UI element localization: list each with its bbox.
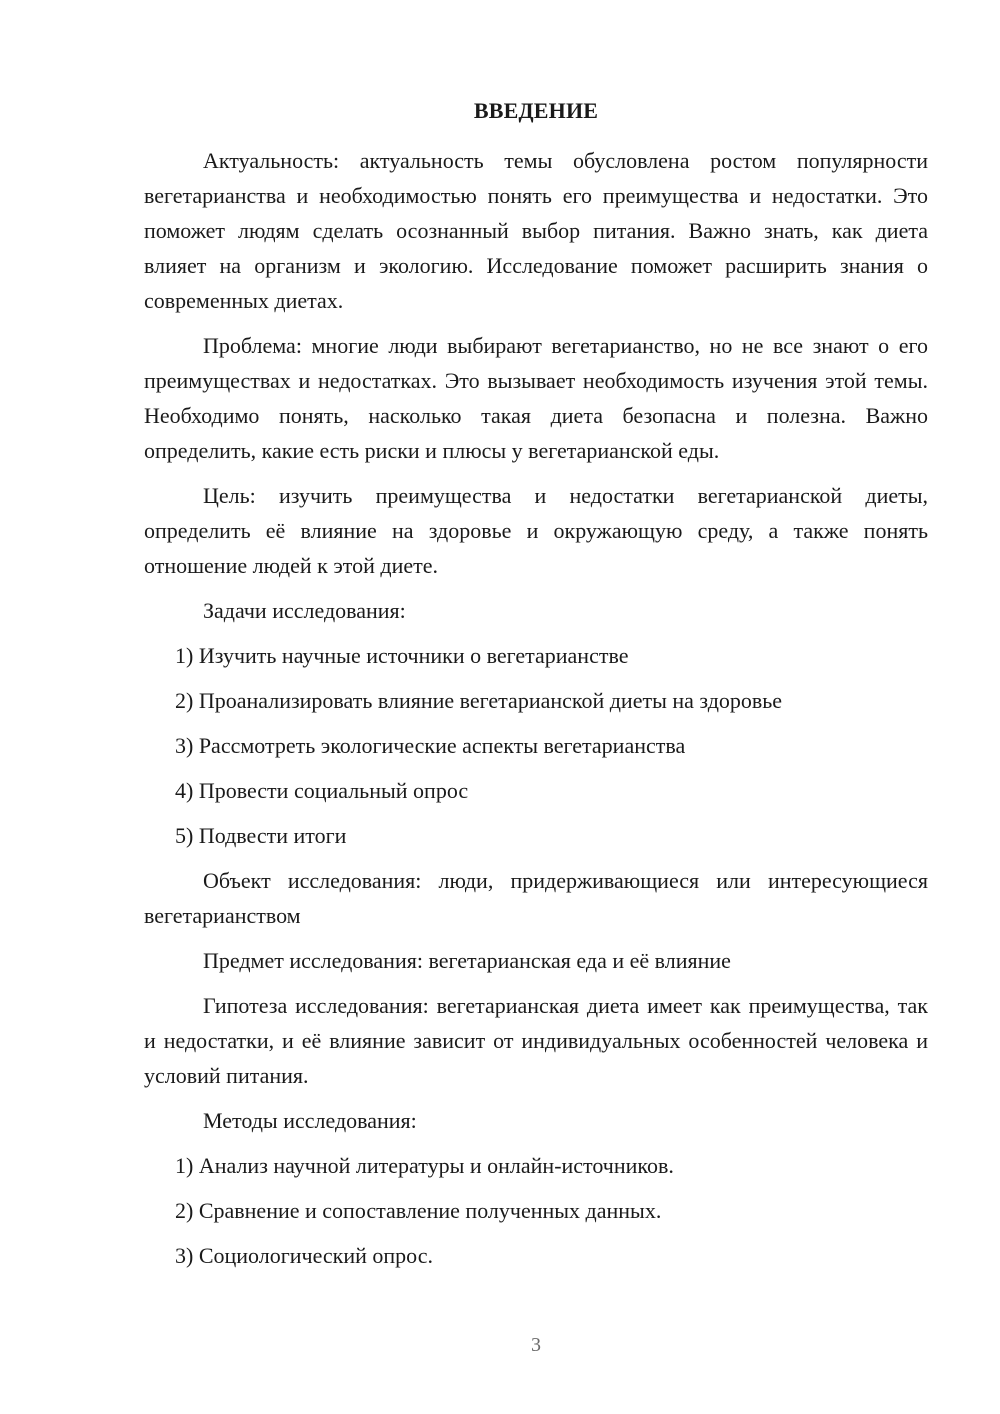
task-item: 4) Провести социальный опрос [175,778,469,803]
task-item: 2) Проанализировать влияние вегетарианской диеты на здоровье [175,688,783,713]
document-page [144,0,928,1414]
task-item: 5) Подвести итоги [175,823,347,848]
goal-paragraph: Цель: изучить преимущества и недостатки вегетарианской диеты, определить её влияние на здоровье и окружающую среду, а также понять отношение людей к этой диете. [144,483,928,578]
relevance-paragraph: Актуальность: актуальность темы обусловлена ростом популярности вегетарианства и необходимостью понять его преимущества и недостатки. Это поможет людям сделать осознанный выбор питания. Важно знать, как диета влияет на организм и экологию. Исследование поможет расширить знания о современных диетах. [144,148,928,313]
page-title: ВВЕДЕНИЕ [473,98,599,123]
methods-heading: Методы исследования: [203,1108,417,1133]
method-item: 3) Социологический опрос. [175,1243,433,1268]
problem-paragraph: Проблема: многие люди выбирают вегетарианство, но не все знают о его преимуществах и недостатках. Это вызывает необходимость изучения этой темы. Необходимо понять, насколько такая диета безопасна и полезна. Важно определить, какие есть риски и плюсы у вегетарианской еды. [144,333,928,463]
page-number: 3 [531,1334,541,1356]
method-item: 1) Анализ научной литературы и онлайн-источников. [175,1153,674,1178]
object-paragraph: Объект исследования: люди, придерживающиеся или интересующиеся вегетарианством [144,868,928,928]
hypothesis-paragraph: Гипотеза исследования: вегетарианская диета имеет как преимущества, так и недостатки, и её влияние зависит от индивидуальных особенностей человека и условий питания. [144,993,928,1088]
subject-paragraph: Предмет исследования: вегетарианская еда и её влияние [203,948,731,973]
task-item: 1) Изучить научные источники о вегетарианстве [175,643,629,668]
tasks-heading: Задачи исследования: [203,598,406,623]
task-item: 3) Рассмотреть экологические аспекты вегетарианства [175,733,686,758]
method-item: 2) Сравнение и сопоставление полученных данных. [175,1198,662,1223]
document-body [144,143,928,1283]
